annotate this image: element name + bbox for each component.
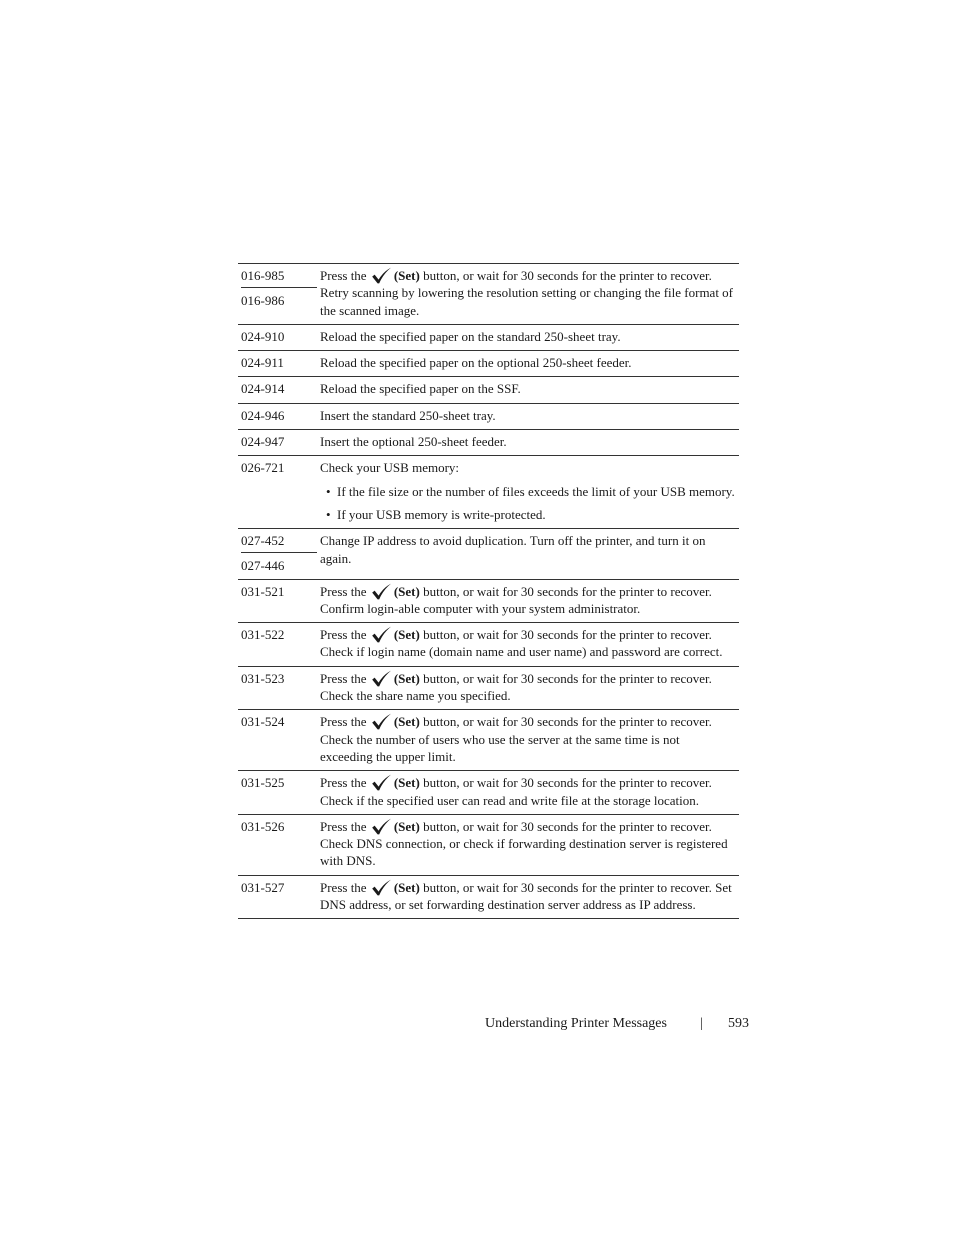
description-rest: button, or wait for 30 seconds for the printer to recover. Check if the specified user can read and write file at the storage location. bbox=[320, 775, 712, 808]
set-button-label: (Set) bbox=[393, 818, 420, 834]
description-cell bbox=[317, 875, 739, 919]
error-code: 031-524 bbox=[241, 714, 285, 730]
description-cell bbox=[317, 529, 739, 579]
description-text: Reload the specified paper on the SSF. bbox=[320, 381, 521, 397]
error-code: 027-452 bbox=[241, 532, 317, 553]
error-code: 026-721 bbox=[241, 460, 285, 476]
error-code: 031-526 bbox=[241, 818, 285, 834]
description-cell bbox=[317, 377, 739, 403]
table-row bbox=[238, 814, 739, 875]
set-button-label: (Set) bbox=[393, 670, 420, 686]
table-row bbox=[238, 666, 739, 710]
description-cell bbox=[317, 623, 739, 667]
bullet-item: • If your USB memory is write-protected. bbox=[320, 506, 735, 523]
description-rest: button, or wait for 30 seconds for the printer to recover. Confirm login-able computer with your system administrator. bbox=[320, 583, 712, 616]
description-text: Check your USB memory: bbox=[320, 460, 460, 476]
description-text bbox=[320, 670, 735, 705]
bullet-item: • If the file size or the number of files exceeds the limit of your USB memory. bbox=[320, 483, 735, 500]
error-code-cell bbox=[238, 579, 317, 623]
description-lead: Press the bbox=[320, 268, 367, 283]
error-code-cell bbox=[238, 666, 317, 710]
error-code: 031-525 bbox=[241, 775, 285, 791]
description-text: Reload the specified paper on the standard 250-sheet tray. bbox=[320, 328, 621, 344]
description-cell bbox=[317, 579, 739, 623]
error-code-cell bbox=[238, 456, 317, 529]
set-button-label: (Set) bbox=[393, 583, 420, 599]
set-button-label: (Set) bbox=[393, 879, 420, 895]
error-code: 024-910 bbox=[241, 328, 285, 344]
description-cell bbox=[317, 430, 739, 456]
description-text bbox=[320, 583, 735, 618]
checkmark-icon bbox=[371, 713, 392, 730]
page-footer bbox=[484, 1016, 764, 1036]
description-text bbox=[320, 774, 735, 809]
checkmark-icon bbox=[371, 774, 392, 791]
description-text bbox=[320, 713, 735, 765]
error-code: 016-986 bbox=[241, 293, 285, 308]
checkmark-icon bbox=[371, 818, 392, 835]
error-code-cell bbox=[238, 351, 317, 377]
description-lead: Press the bbox=[320, 714, 367, 730]
error-code-cell bbox=[238, 324, 317, 350]
description-text: Insert the standard 250-sheet tray. bbox=[320, 407, 496, 423]
checkmark-icon bbox=[371, 670, 392, 687]
table-row bbox=[238, 771, 739, 815]
error-code: 031-521 bbox=[241, 583, 285, 599]
error-code-cell bbox=[238, 814, 317, 875]
table-row bbox=[238, 623, 739, 667]
checkmark-icon bbox=[371, 583, 392, 600]
table-row bbox=[238, 430, 739, 456]
error-code-cell bbox=[238, 430, 317, 456]
table-row bbox=[238, 456, 739, 529]
error-code: 016-985 bbox=[241, 267, 317, 288]
description-cell bbox=[317, 771, 739, 815]
error-code: 027-446 bbox=[241, 558, 285, 574]
error-code-cell bbox=[238, 264, 317, 325]
description-rest: button, or wait for 30 seconds for the printer to recover. Check the number of users who use the server at the same time is not exceeding the upper limit. bbox=[320, 714, 712, 764]
footer-section-title: Understanding Printer Messages bbox=[485, 1016, 667, 1031]
set-button-label: (Set) bbox=[393, 714, 420, 730]
checkmark-icon bbox=[371, 626, 392, 643]
table-row bbox=[238, 710, 739, 771]
error-code-cell bbox=[238, 623, 317, 667]
error-code-cell bbox=[238, 771, 317, 815]
description-lead: Press the bbox=[320, 818, 367, 834]
description-lead: Press the bbox=[320, 670, 367, 686]
description-text: Change IP address to avoid duplication. Turn off the printer, and turn it on again. bbox=[320, 533, 706, 566]
error-code: 024-914 bbox=[241, 381, 285, 397]
description-cell bbox=[317, 351, 739, 377]
error-code-cell bbox=[238, 875, 317, 919]
description-rest: button, or wait for 30 seconds for the printer to recover. Check if login name (domain name and user name) and password are correct. bbox=[320, 627, 723, 660]
set-button-label: (Set) bbox=[393, 627, 420, 643]
description-text: Insert the optional 250-sheet feeder. bbox=[320, 434, 507, 450]
description-rest: button, or wait for 30 seconds for the printer to recover. Retry scanning by lowering the resolution setting or changing the file format of the scanned image. bbox=[320, 268, 734, 318]
error-code-table bbox=[238, 263, 739, 919]
error-code: 031-523 bbox=[241, 670, 285, 686]
error-code: 031-527 bbox=[241, 879, 285, 895]
footer-separator: | bbox=[700, 1016, 703, 1031]
description-cell bbox=[317, 403, 739, 429]
description-text bbox=[320, 818, 735, 870]
description-cell bbox=[317, 324, 739, 350]
error-code: 031-522 bbox=[241, 627, 285, 643]
checkmark-icon bbox=[371, 879, 392, 896]
description-cell bbox=[317, 710, 739, 771]
error-code-table-body bbox=[238, 264, 739, 919]
table-row bbox=[238, 351, 739, 377]
error-code-cell bbox=[238, 710, 317, 771]
table-row bbox=[238, 264, 739, 325]
table-row bbox=[238, 529, 739, 579]
table-row bbox=[238, 377, 739, 403]
description-lead: Press the bbox=[320, 775, 367, 791]
set-button-label: (Set) bbox=[393, 268, 420, 283]
description-cell bbox=[317, 456, 739, 529]
error-code-cell bbox=[238, 403, 317, 429]
description-text bbox=[320, 626, 735, 661]
error-code-cell bbox=[238, 529, 317, 579]
table-row bbox=[238, 579, 739, 623]
description-rest: button, or wait for 30 seconds for the printer to recover. Set DNS address, or set forwarding destination server address as IP address. bbox=[320, 879, 732, 913]
description-rest: button, or wait for 30 seconds for the printer to recover. Check the share name you specified. bbox=[320, 670, 712, 704]
description-text bbox=[320, 267, 735, 319]
description-rest: button, or wait for 30 seconds for the printer to recover. Check DNS connection, or check if forwarding destination server is registered with DNS. bbox=[320, 818, 728, 869]
error-code: 024-947 bbox=[241, 434, 285, 450]
description-lead: Press the bbox=[320, 879, 367, 895]
set-button-label: (Set) bbox=[393, 775, 420, 791]
table-row bbox=[238, 875, 739, 919]
description-lead: Press the bbox=[320, 583, 367, 599]
description-lead: Press the bbox=[320, 627, 367, 643]
description-text: Reload the specified paper on the optional 250-sheet feeder. bbox=[320, 355, 632, 371]
description-cell bbox=[317, 814, 739, 875]
description-text bbox=[320, 879, 735, 914]
bullet-list bbox=[320, 483, 735, 524]
error-code: 024-911 bbox=[241, 355, 284, 371]
description-cell bbox=[317, 666, 739, 710]
table-row bbox=[238, 403, 739, 429]
page-number: 593 bbox=[728, 1016, 749, 1031]
checkmark-icon bbox=[371, 267, 392, 284]
error-code-cell bbox=[238, 377, 317, 403]
error-code: 024-946 bbox=[241, 407, 285, 423]
description-cell bbox=[317, 264, 739, 325]
table-row bbox=[238, 324, 739, 350]
